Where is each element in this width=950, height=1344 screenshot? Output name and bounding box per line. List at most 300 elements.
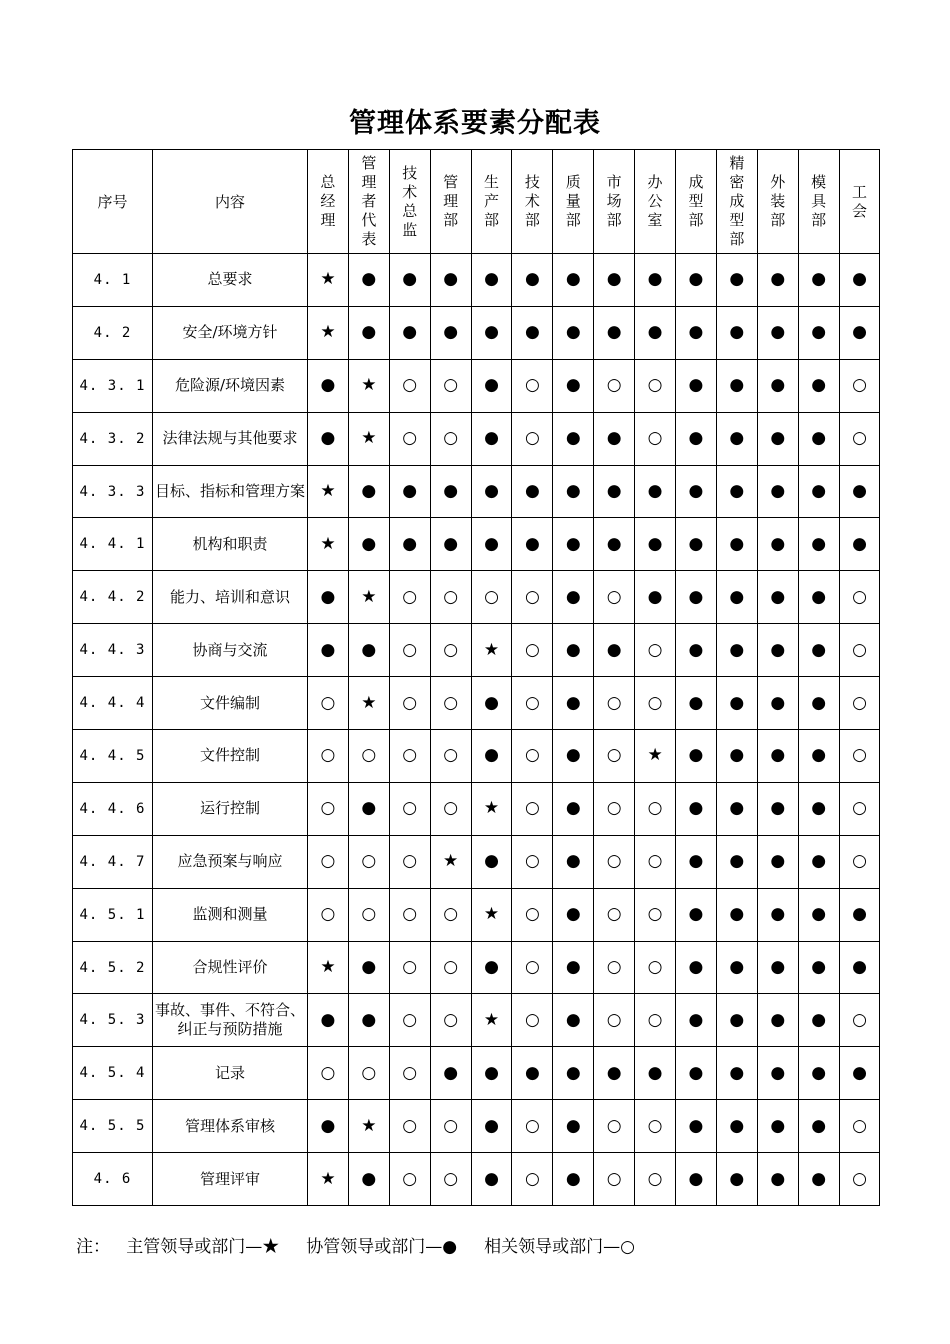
responsibility-mark: ●: [676, 835, 717, 888]
responsibility-mark: ●: [757, 1047, 798, 1100]
responsibility-mark: ●: [308, 571, 349, 624]
row-content: 目标、指标和管理方案: [153, 465, 308, 518]
responsibility-mark: ●: [553, 624, 594, 677]
header-dept: [676, 150, 717, 254]
responsibility-mark: ○: [635, 835, 676, 888]
responsibility-mark: ●: [553, 571, 594, 624]
responsibility-mark: ●: [594, 518, 635, 571]
responsibility-mark: ●: [757, 835, 798, 888]
responsibility-mark: ○: [839, 730, 880, 783]
responsibility-mark: ●: [471, 518, 512, 571]
responsibility-mark: ●: [430, 1047, 471, 1100]
responsibility-mark: ●: [839, 1047, 880, 1100]
table-row: [73, 624, 880, 677]
row-number: 4. 4. 6: [73, 782, 153, 835]
responsibility-mark: ○: [839, 994, 880, 1047]
responsibility-mark: ●: [839, 306, 880, 359]
responsibility-mark: ★: [471, 624, 512, 677]
responsibility-mark: ●: [757, 677, 798, 730]
responsibility-mark: ●: [635, 1047, 676, 1100]
row-number: 4. 4. 5: [73, 730, 153, 783]
row-number: 4. 2: [73, 306, 153, 359]
responsibility-mark: ●: [635, 465, 676, 518]
responsibility-mark: ●: [757, 571, 798, 624]
table-row: [73, 1100, 880, 1153]
header-row: [73, 150, 880, 254]
table-row: [73, 1153, 880, 1206]
responsibility-mark: ●: [594, 1047, 635, 1100]
responsibility-mark: ○: [389, 412, 430, 465]
responsibility-mark: ○: [594, 359, 635, 412]
responsibility-mark: ●: [676, 571, 717, 624]
responsibility-mark: ○: [430, 730, 471, 783]
responsibility-mark: ●: [348, 465, 389, 518]
row-content: 事故、事件、不符合、纠正与预防措施: [153, 994, 308, 1047]
responsibility-mark: ○: [512, 730, 553, 783]
responsibility-mark: ○: [308, 1047, 349, 1100]
responsibility-mark: ●: [839, 518, 880, 571]
header-dept: [553, 150, 594, 254]
responsibility-mark: ●: [512, 306, 553, 359]
row-number: 4. 6: [73, 1153, 153, 1206]
responsibility-mark: ●: [430, 306, 471, 359]
responsibility-mark: ★: [308, 465, 349, 518]
responsibility-mark: ●: [553, 994, 594, 1047]
responsibility-mark: ●: [798, 1153, 839, 1206]
responsibility-mark: ●: [716, 465, 757, 518]
responsibility-mark: ★: [348, 412, 389, 465]
responsibility-mark: ●: [757, 465, 798, 518]
responsibility-mark: ●: [594, 254, 635, 307]
header-dept-label: 管理部: [443, 173, 459, 229]
responsibility-mark: ●: [757, 518, 798, 571]
responsibility-mark: ○: [348, 888, 389, 941]
header-dept-label: 技术总监: [402, 163, 418, 239]
responsibility-mark: ○: [430, 677, 471, 730]
responsibility-mark: ○: [389, 941, 430, 994]
row-content: 机构和职责: [153, 518, 308, 571]
header-dept: [471, 150, 512, 254]
responsibility-mark: ●: [716, 1100, 757, 1153]
responsibility-mark: ○: [389, 1100, 430, 1153]
row-content: 法律法规与其他要求: [153, 412, 308, 465]
responsibility-mark: ○: [430, 571, 471, 624]
responsibility-mark: ●: [471, 306, 512, 359]
responsibility-mark: ●: [757, 254, 798, 307]
responsibility-mark: ★: [635, 730, 676, 783]
responsibility-mark: ●: [471, 941, 512, 994]
responsibility-mark: ●: [348, 941, 389, 994]
responsibility-mark: ★: [348, 1100, 389, 1153]
responsibility-mark: ●: [553, 359, 594, 412]
responsibility-mark: ●: [798, 254, 839, 307]
table-row: [73, 359, 880, 412]
responsibility-mark: ○: [594, 677, 635, 730]
responsibility-mark: ○: [594, 1100, 635, 1153]
row-content: 管理评审: [153, 1153, 308, 1206]
header-dept-label: 成型部: [688, 173, 704, 229]
responsibility-mark: ●: [757, 941, 798, 994]
responsibility-mark: ●: [676, 730, 717, 783]
responsibility-mark: ○: [635, 412, 676, 465]
responsibility-mark: ★: [348, 359, 389, 412]
responsibility-mark: ●: [308, 412, 349, 465]
header-dept-label: 市场部: [606, 173, 622, 229]
row-number: 4. 4. 7: [73, 835, 153, 888]
responsibility-mark: ○: [348, 835, 389, 888]
responsibility-mark: ●: [798, 941, 839, 994]
responsibility-mark: ○: [430, 782, 471, 835]
responsibility-mark: ●: [594, 624, 635, 677]
table-row: [73, 941, 880, 994]
table-row: [73, 306, 880, 359]
header-dept-label: 模具部: [811, 173, 827, 229]
responsibility-mark: ○: [512, 994, 553, 1047]
responsibility-mark: ●: [553, 412, 594, 465]
responsibility-mark: ●: [594, 306, 635, 359]
responsibility-mark: ○: [839, 782, 880, 835]
responsibility-mark: ○: [430, 1153, 471, 1206]
responsibility-mark: ○: [594, 1153, 635, 1206]
responsibility-mark: ●: [471, 412, 512, 465]
header-dept-label: 技术部: [524, 173, 540, 229]
responsibility-mark: ○: [389, 677, 430, 730]
header-dept-label: 质量部: [565, 173, 581, 229]
row-number: 4. 4. 2: [73, 571, 153, 624]
responsibility-mark: ★: [308, 1153, 349, 1206]
responsibility-mark: ●: [676, 465, 717, 518]
responsibility-mark: ●: [676, 306, 717, 359]
header-dept-label: 生产部: [483, 173, 499, 229]
responsibility-mark: ●: [635, 254, 676, 307]
responsibility-mark: ●: [430, 254, 471, 307]
responsibility-mark: ●: [348, 306, 389, 359]
row-content: 文件编制: [153, 677, 308, 730]
responsibility-mark: ○: [594, 835, 635, 888]
row-content: 文件控制: [153, 730, 308, 783]
responsibility-mark: ●: [716, 994, 757, 1047]
row-number: 4. 5. 4: [73, 1047, 153, 1100]
responsibility-mark: ●: [389, 518, 430, 571]
row-number: 4. 4. 3: [73, 624, 153, 677]
responsibility-mark: ●: [308, 1100, 349, 1153]
table-row: [73, 677, 880, 730]
header-dept-label: 管理者代表: [361, 154, 377, 248]
responsibility-mark: ●: [553, 1047, 594, 1100]
header-dept: [594, 150, 635, 254]
header-dept-label: 总经理: [320, 173, 336, 229]
table-row: [73, 518, 880, 571]
responsibility-mark: ●: [676, 994, 717, 1047]
responsibility-mark: ★: [308, 941, 349, 994]
responsibility-mark: ●: [512, 254, 553, 307]
responsibility-mark: ●: [553, 941, 594, 994]
table-row: [73, 412, 880, 465]
responsibility-mark: ●: [716, 254, 757, 307]
responsibility-mark: ○: [594, 782, 635, 835]
table-row: [73, 465, 880, 518]
responsibility-mark: ●: [553, 465, 594, 518]
responsibility-mark: ●: [757, 359, 798, 412]
responsibility-mark: ○: [430, 359, 471, 412]
responsibility-mark: ●: [716, 835, 757, 888]
responsibility-mark: ●: [308, 359, 349, 412]
responsibility-mark: ●: [757, 782, 798, 835]
row-content: 能力、培训和意识: [153, 571, 308, 624]
responsibility-mark: ●: [471, 677, 512, 730]
responsibility-mark: ○: [512, 782, 553, 835]
responsibility-mark: ★: [308, 254, 349, 307]
responsibility-mark: ●: [553, 518, 594, 571]
row-number: 4. 3. 1: [73, 359, 153, 412]
responsibility-mark: ●: [676, 412, 717, 465]
responsibility-mark: ●: [635, 571, 676, 624]
responsibility-mark: ●: [471, 359, 512, 412]
responsibility-mark: ○: [512, 941, 553, 994]
responsibility-mark: ○: [635, 782, 676, 835]
responsibility-mark: ●: [798, 465, 839, 518]
responsibility-mark: ●: [676, 677, 717, 730]
header-dept: [308, 150, 349, 254]
table-row: [73, 994, 880, 1047]
row-content: 监测和测量: [153, 888, 308, 941]
responsibility-mark: ●: [839, 254, 880, 307]
responsibility-mark: ○: [430, 1100, 471, 1153]
responsibility-mark: ●: [553, 677, 594, 730]
responsibility-mark: ●: [716, 1047, 757, 1100]
table-row: [73, 888, 880, 941]
row-number: 4. 5. 1: [73, 888, 153, 941]
responsibility-mark: ○: [389, 994, 430, 1047]
responsibility-mark: ●: [553, 254, 594, 307]
responsibility-mark: ●: [308, 994, 349, 1047]
responsibility-mark: ★: [348, 571, 389, 624]
row-number: 4. 4. 1: [73, 518, 153, 571]
responsibility-mark: ●: [716, 412, 757, 465]
responsibility-mark: ○: [430, 888, 471, 941]
responsibility-mark: ●: [348, 1153, 389, 1206]
allocation-table: [72, 149, 880, 1206]
responsibility-mark: ●: [676, 624, 717, 677]
responsibility-mark: ●: [757, 412, 798, 465]
row-number: 4. 3. 2: [73, 412, 153, 465]
header-dept: [348, 150, 389, 254]
responsibility-mark: ●: [348, 994, 389, 1047]
responsibility-mark: ○: [839, 571, 880, 624]
responsibility-mark: ○: [512, 624, 553, 677]
table-row: [73, 1047, 880, 1100]
responsibility-mark: ○: [635, 1100, 676, 1153]
responsibility-mark: ●: [553, 782, 594, 835]
responsibility-mark: ○: [389, 571, 430, 624]
responsibility-mark: ○: [839, 677, 880, 730]
responsibility-mark: ●: [471, 465, 512, 518]
responsibility-mark: ○: [308, 730, 349, 783]
responsibility-mark: ●: [676, 254, 717, 307]
responsibility-mark: ○: [389, 888, 430, 941]
responsibility-mark: ●: [471, 254, 512, 307]
responsibility-mark: ○: [348, 730, 389, 783]
responsibility-mark: ●: [676, 1047, 717, 1100]
header-dept: [389, 150, 430, 254]
responsibility-mark: ●: [757, 730, 798, 783]
responsibility-mark: ○: [594, 888, 635, 941]
responsibility-mark: ●: [757, 888, 798, 941]
responsibility-mark: ●: [471, 1100, 512, 1153]
responsibility-mark: ●: [553, 888, 594, 941]
responsibility-mark: ●: [716, 1153, 757, 1206]
responsibility-mark: ○: [839, 624, 880, 677]
responsibility-mark: ●: [757, 1100, 798, 1153]
header-dept: [798, 150, 839, 254]
responsibility-mark: ○: [389, 782, 430, 835]
row-number: 4. 3. 3: [73, 465, 153, 518]
responsibility-mark: ★: [308, 306, 349, 359]
responsibility-mark: ○: [389, 1153, 430, 1206]
table-row: [73, 835, 880, 888]
row-content: 记录: [153, 1047, 308, 1100]
responsibility-mark: ○: [512, 888, 553, 941]
responsibility-mark: ●: [757, 994, 798, 1047]
table-row: [73, 730, 880, 783]
responsibility-mark: ○: [389, 359, 430, 412]
row-content: 应急预案与响应: [153, 835, 308, 888]
responsibility-mark: ○: [308, 888, 349, 941]
responsibility-mark: ★: [471, 888, 512, 941]
responsibility-mark: ○: [635, 888, 676, 941]
responsibility-mark: ○: [839, 359, 880, 412]
responsibility-mark: ○: [430, 624, 471, 677]
responsibility-mark: ●: [348, 518, 389, 571]
row-number: 4. 5. 5: [73, 1100, 153, 1153]
responsibility-mark: ●: [676, 782, 717, 835]
responsibility-mark: ○: [839, 835, 880, 888]
responsibility-mark: ○: [512, 359, 553, 412]
responsibility-mark: ○: [594, 730, 635, 783]
header-dept: [757, 150, 798, 254]
responsibility-mark: ○: [635, 1153, 676, 1206]
responsibility-mark: ●: [716, 782, 757, 835]
responsibility-mark: ●: [471, 1047, 512, 1100]
responsibility-mark: ★: [471, 782, 512, 835]
row-content: 合规性评价: [153, 941, 308, 994]
responsibility-mark: ●: [798, 835, 839, 888]
header-dept: [430, 150, 471, 254]
responsibility-mark: ○: [471, 571, 512, 624]
responsibility-mark: ●: [553, 306, 594, 359]
responsibility-mark: ●: [471, 835, 512, 888]
responsibility-mark: ●: [839, 465, 880, 518]
responsibility-mark: ●: [716, 306, 757, 359]
row-content: 协商与交流: [153, 624, 308, 677]
responsibility-mark: ○: [839, 1100, 880, 1153]
row-content: 安全/环境方针: [153, 306, 308, 359]
responsibility-mark: ○: [594, 571, 635, 624]
responsibility-mark: ○: [512, 412, 553, 465]
row-number: 4. 4. 4: [73, 677, 153, 730]
responsibility-mark: ★: [348, 677, 389, 730]
responsibility-mark: ●: [430, 465, 471, 518]
table-row: [73, 782, 880, 835]
responsibility-mark: ○: [308, 835, 349, 888]
responsibility-mark: ○: [389, 624, 430, 677]
header-dept-label: 办公室: [647, 173, 663, 229]
responsibility-mark: ●: [471, 1153, 512, 1206]
responsibility-mark: ●: [798, 782, 839, 835]
responsibility-mark: ●: [798, 994, 839, 1047]
responsibility-mark: ●: [553, 730, 594, 783]
responsibility-mark: ○: [512, 835, 553, 888]
responsibility-mark: ○: [348, 1047, 389, 1100]
responsibility-mark: ●: [676, 1153, 717, 1206]
responsibility-mark: ●: [798, 730, 839, 783]
responsibility-mark: ★: [471, 994, 512, 1047]
header-dept-label: 精密成型部: [729, 154, 745, 248]
responsibility-mark: ●: [839, 941, 880, 994]
responsibility-mark: ●: [676, 888, 717, 941]
responsibility-mark: ○: [430, 412, 471, 465]
responsibility-mark: ●: [308, 624, 349, 677]
responsibility-mark: ●: [348, 624, 389, 677]
row-content: 管理体系审核: [153, 1100, 308, 1153]
page-title: 管理体系要素分配表: [349, 108, 601, 139]
header-dept-label: 外装部: [770, 173, 786, 229]
row-number: 4. 5. 2: [73, 941, 153, 994]
responsibility-mark: ●: [676, 941, 717, 994]
responsibility-mark: ●: [512, 465, 553, 518]
responsibility-mark: ●: [389, 306, 430, 359]
responsibility-mark: ○: [308, 782, 349, 835]
responsibility-mark: ○: [389, 730, 430, 783]
responsibility-mark: ●: [716, 624, 757, 677]
header-dept: [839, 150, 880, 254]
responsibility-mark: ●: [553, 1153, 594, 1206]
responsibility-mark: ●: [512, 1047, 553, 1100]
responsibility-mark: ●: [798, 359, 839, 412]
responsibility-mark: ●: [635, 518, 676, 571]
row-content: 总要求: [153, 254, 308, 307]
responsibility-mark: ○: [389, 835, 430, 888]
responsibility-mark: ○: [839, 1153, 880, 1206]
table-row: [73, 571, 880, 624]
responsibility-mark: ●: [798, 888, 839, 941]
responsibility-mark: ●: [716, 359, 757, 412]
header-dept: [716, 150, 757, 254]
responsibility-mark: ●: [798, 624, 839, 677]
responsibility-mark: ●: [430, 518, 471, 571]
responsibility-mark: ○: [635, 941, 676, 994]
responsibility-mark: ★: [430, 835, 471, 888]
responsibility-mark: ○: [389, 1047, 430, 1100]
responsibility-mark: ●: [348, 782, 389, 835]
responsibility-mark: ○: [512, 677, 553, 730]
responsibility-mark: ●: [389, 254, 430, 307]
responsibility-mark: ○: [430, 941, 471, 994]
header-content: 内容: [153, 150, 308, 254]
responsibility-mark: ●: [757, 306, 798, 359]
responsibility-mark: ●: [594, 465, 635, 518]
responsibility-mark: ●: [839, 888, 880, 941]
responsibility-mark: ●: [798, 518, 839, 571]
responsibility-mark: ●: [798, 412, 839, 465]
table-row: [73, 254, 880, 307]
responsibility-mark: ●: [716, 571, 757, 624]
responsibility-mark: ●: [389, 465, 430, 518]
responsibility-mark: ●: [471, 730, 512, 783]
responsibility-mark: ○: [594, 994, 635, 1047]
responsibility-mark: ○: [635, 359, 676, 412]
responsibility-mark: ○: [594, 941, 635, 994]
